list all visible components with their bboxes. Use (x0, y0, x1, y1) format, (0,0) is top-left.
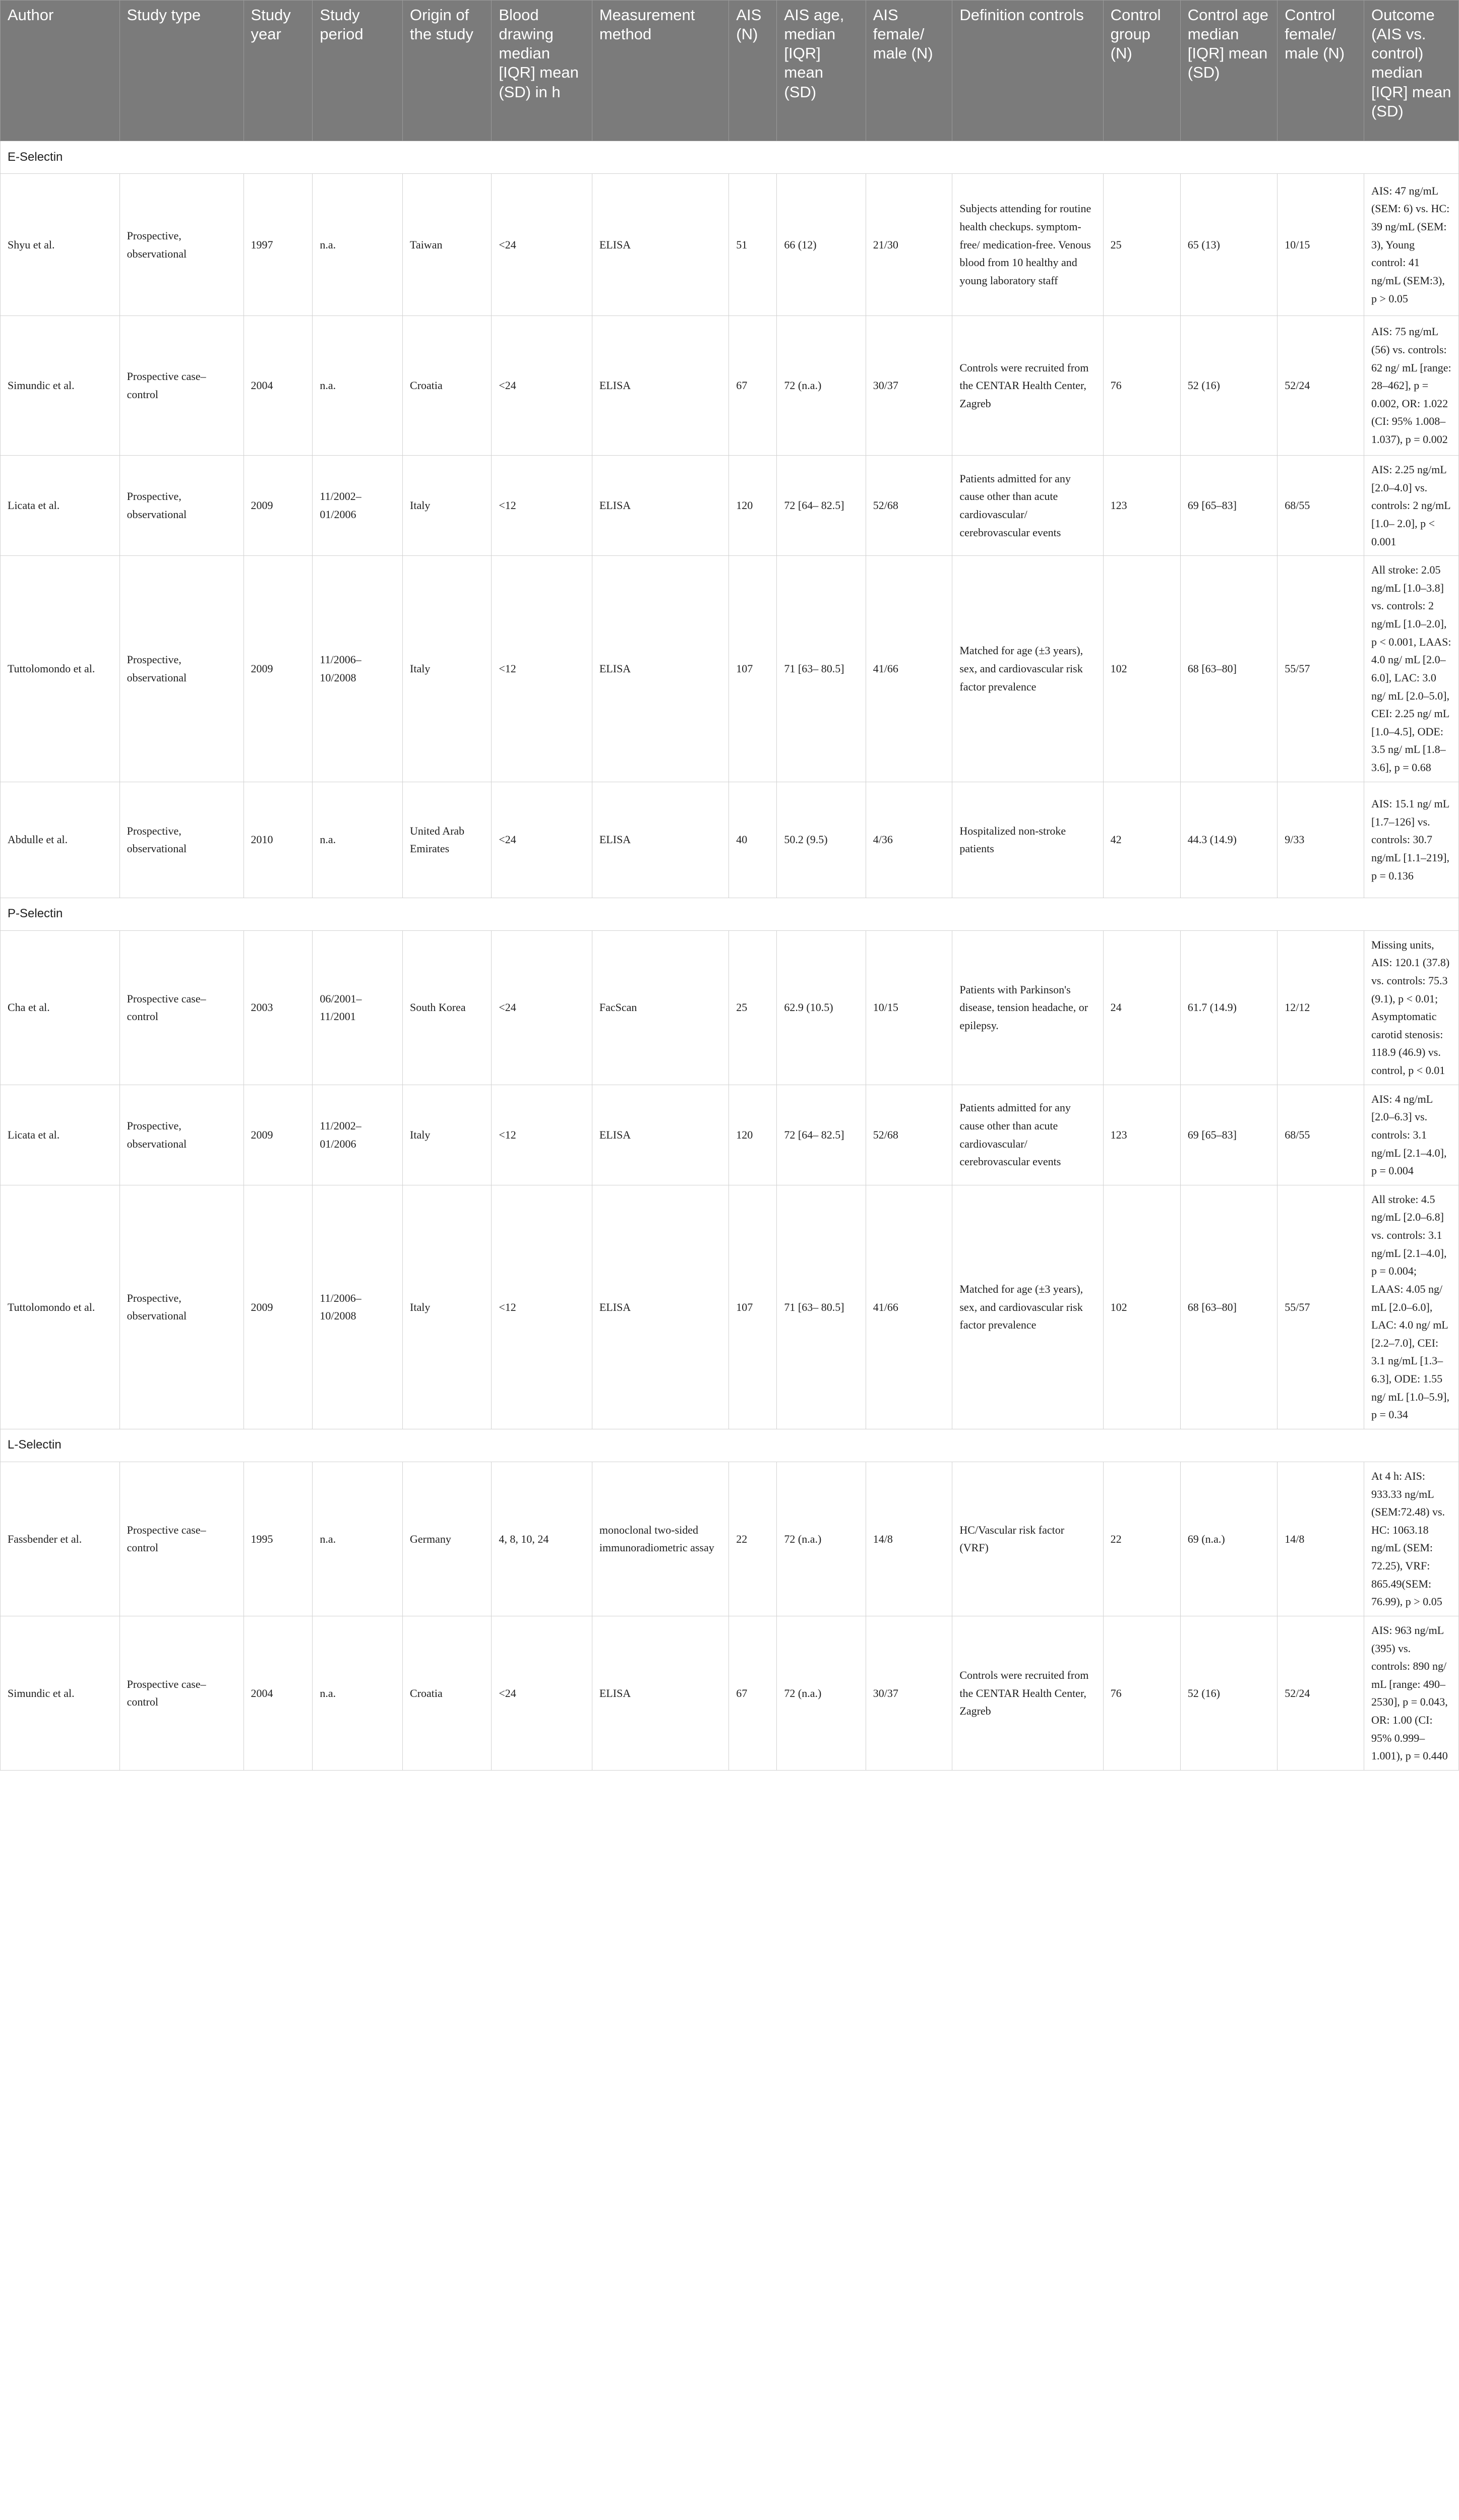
cell-outcome: Missing units, AIS: 120.1 (37.8) vs. controls: 75.3 (9.1), p < 0.01; Asymptomatic carotid stenosis: 118.9 (46.9) vs. control, p < 0.01 (1364, 930, 1458, 1085)
cell-definition-controls: Matched for age (±3 years), sex, and cardiovascular risk factor prevalence (952, 1185, 1103, 1429)
header-ais-n: AIS (N) (729, 1, 777, 141)
cell-ais-n: 107 (729, 556, 777, 782)
cell-control-age: 52 (16) (1180, 316, 1278, 456)
cell-ais-n: 107 (729, 1185, 777, 1429)
cell-ais-female-male: 30/37 (866, 316, 952, 456)
cell-control-age: 52 (16) (1180, 1616, 1278, 1770)
cell-study-type: Prospective, observational (119, 1085, 244, 1185)
cell-definition-controls: Hospitalized non-stroke patients (952, 782, 1103, 898)
cell-measurement-method: ELISA (592, 174, 728, 316)
cell-study-period: 11/2006– 10/2008 (313, 1185, 403, 1429)
cell-ais-age: 72 (n.a.) (777, 1616, 866, 1770)
cell-ais-age: 71 [63– 80.5] (777, 556, 866, 782)
cell-author: Fassbender et al. (1, 1462, 120, 1616)
cell-control-group: 25 (1103, 174, 1180, 316)
cell-definition-controls: Patients with Parkinson's disease, tension headache, or epilepsy. (952, 930, 1103, 1085)
cell-origin: Italy (403, 556, 492, 782)
cell-origin: Italy (403, 1185, 492, 1429)
cell-ais-female-male: 52/68 (866, 456, 952, 556)
cell-control-female-male: 52/24 (1278, 1616, 1364, 1770)
header-measurement-method: Measurement method (592, 1, 728, 141)
cell-study-period: 06/2001– 11/2001 (313, 930, 403, 1085)
cell-ais-female-male: 10/15 (866, 930, 952, 1085)
cell-control-female-male: 52/24 (1278, 316, 1364, 456)
cell-control-age: 68 [63–80] (1180, 556, 1278, 782)
cell-study-type: Prospective, observational (119, 456, 244, 556)
cell-definition-controls: Matched for age (±3 years), sex, and cardiovascular risk factor prevalence (952, 556, 1103, 782)
cell-origin: United Arab Emirates (403, 782, 492, 898)
cell-measurement-method: monoclonal two-sided immunoradiometric assay (592, 1462, 728, 1616)
header-study-type: Study type (119, 1, 244, 141)
cell-definition-controls: Subjects attending for routine health checkups. symptom-free/ medication-free. Venous blood from 10 healthy and young laboratory staff (952, 174, 1103, 316)
cell-author: Abdulle et al. (1, 782, 120, 898)
cell-study-year: 2004 (244, 316, 313, 456)
cell-blood-drawing: <12 (492, 1085, 592, 1185)
cell-origin: Italy (403, 456, 492, 556)
cell-outcome: AIS: 2.25 ng/mL [2.0–4.0] vs. controls: 2 ng/mL [1.0– 2.0], p < 0.001 (1364, 456, 1458, 556)
cell-outcome: AIS: 15.1 ng/ mL [1.7–126] vs. controls: 30.7 ng/mL [1.1–219], p = 0.136 (1364, 782, 1458, 898)
cell-measurement-method: ELISA (592, 1185, 728, 1429)
cell-ais-n: 67 (729, 1616, 777, 1770)
header-author: Author (1, 1, 120, 141)
cell-origin: Taiwan (403, 174, 492, 316)
cell-ais-female-male: 41/66 (866, 556, 952, 782)
cell-ais-female-male: 52/68 (866, 1085, 952, 1185)
cell-author: Licata et al. (1, 456, 120, 556)
cell-study-year: 2009 (244, 1185, 313, 1429)
cell-blood-drawing: 4, 8, 10, 24 (492, 1462, 592, 1616)
cell-definition-controls: Patients admitted for any cause other than acute cardiovascular/ cerebrovascular events (952, 1085, 1103, 1185)
cell-ais-female-male: 30/37 (866, 1616, 952, 1770)
cell-study-year: 1995 (244, 1462, 313, 1616)
cell-control-age: 69 [65–83] (1180, 1085, 1278, 1185)
header-control-female-male: Control female/ male (N) (1278, 1, 1364, 141)
cell-control-female-male: 14/8 (1278, 1462, 1364, 1616)
cell-origin: South Korea (403, 930, 492, 1085)
cell-control-female-male: 12/12 (1278, 930, 1364, 1085)
cell-ais-age: 72 [64– 82.5] (777, 1085, 866, 1185)
cell-study-period: n.a. (313, 782, 403, 898)
cell-study-year: 2004 (244, 1616, 313, 1770)
header-row (1, 1, 1459, 141)
cell-blood-drawing: <12 (492, 456, 592, 556)
section-title: L-Selectin (1, 1429, 1459, 1462)
cell-ais-n: 120 (729, 1085, 777, 1185)
cell-measurement-method: ELISA (592, 782, 728, 898)
cell-study-period: 11/2002– 01/2006 (313, 1085, 403, 1185)
table-body (1, 141, 1459, 1771)
table-row (1, 1085, 1459, 1185)
cell-outcome: All stroke: 4.5 ng/mL [2.0–6.8] vs. controls: 3.1 ng/mL [2.1–4.0], p = 0.004; LAAS: 4.05 ng/ mL [2.0–6.0], LAC: 4.0 ng/ mL [2.2–7.0], CEI: 3.1 ng/mL [1.3–6.3], ODE: 1.55 ng/ mL [1.0–5.9], p = 0.34 (1364, 1185, 1458, 1429)
cell-study-type: Prospective case–control (119, 316, 244, 456)
cell-author: Cha et al. (1, 930, 120, 1085)
cell-control-age: 44.3 (14.9) (1180, 782, 1278, 898)
cell-study-type: Prospective case–control (119, 930, 244, 1085)
cell-ais-n: 67 (729, 316, 777, 456)
cell-origin: Italy (403, 1085, 492, 1185)
cell-study-period: n.a. (313, 1616, 403, 1770)
cell-author: Shyu et al. (1, 174, 120, 316)
cell-measurement-method: ELISA (592, 316, 728, 456)
table-row (1, 782, 1459, 898)
header-ais-age: AIS age, median [IQR] mean (SD) (777, 1, 866, 141)
cell-author: Simundic et al. (1, 1616, 120, 1770)
cell-ais-age: 66 (12) (777, 174, 866, 316)
cell-control-group: 102 (1103, 1185, 1180, 1429)
cell-study-period: n.a. (313, 1462, 403, 1616)
section-title: P-Selectin (1, 898, 1459, 930)
cell-measurement-method: ELISA (592, 556, 728, 782)
cell-control-female-male: 68/55 (1278, 456, 1364, 556)
cell-blood-drawing: <24 (492, 1616, 592, 1770)
header-outcome: Outcome (AIS vs. control) median [IQR] mean (SD) (1364, 1, 1458, 141)
cell-study-type: Prospective, observational (119, 556, 244, 782)
section-title: E-Selectin (1, 141, 1459, 174)
cell-measurement-method: ELISA (592, 456, 728, 556)
cell-ais-age: 72 (n.a.) (777, 1462, 866, 1616)
cell-blood-drawing: <24 (492, 316, 592, 456)
cell-definition-controls: Controls were recruited from the CENTAR Health Center, Zagreb (952, 1616, 1103, 1770)
cell-definition-controls: HC/Vascular risk factor (VRF) (952, 1462, 1103, 1616)
cell-ais-female-male: 4/36 (866, 782, 952, 898)
cell-study-type: Prospective, observational (119, 782, 244, 898)
table-row (1, 316, 1459, 456)
cell-measurement-method: ELISA (592, 1085, 728, 1185)
cell-ais-n: 25 (729, 930, 777, 1085)
cell-study-year: 2009 (244, 456, 313, 556)
cell-outcome: At 4 h: AIS: 933.33 ng/mL (SEM:72.48) vs. HC: 1063.18 ng/mL (SEM: 72.25), VRF: 865.49(SEM: 76.99), p > 0.05 (1364, 1462, 1458, 1616)
cell-blood-drawing: <24 (492, 930, 592, 1085)
cell-blood-drawing: <12 (492, 556, 592, 782)
cell-control-group: 102 (1103, 556, 1180, 782)
cell-study-type: Prospective case–control (119, 1616, 244, 1770)
cell-study-year: 2010 (244, 782, 313, 898)
header-definition-controls: Definition controls (952, 1, 1103, 141)
header-ais-female-male: AIS female/ male (N) (866, 1, 952, 141)
section-row (1, 1429, 1459, 1462)
cell-control-group: 76 (1103, 1616, 1180, 1770)
cell-measurement-method: ELISA (592, 1616, 728, 1770)
cell-control-group: 76 (1103, 316, 1180, 456)
cell-origin: Croatia (403, 316, 492, 456)
table-row (1, 456, 1459, 556)
cell-study-year: 2003 (244, 930, 313, 1085)
cell-control-age: 61.7 (14.9) (1180, 930, 1278, 1085)
header-origin: Origin of the study (403, 1, 492, 141)
cell-control-group: 24 (1103, 930, 1180, 1085)
table-row (1, 1616, 1459, 1770)
cell-control-age: 69 [65–83] (1180, 456, 1278, 556)
cell-study-type: Prospective, observational (119, 174, 244, 316)
cell-ais-female-male: 21/30 (866, 174, 952, 316)
cell-study-year: 1997 (244, 174, 313, 316)
cell-measurement-method: FacScan (592, 930, 728, 1085)
cell-ais-age: 71 [63– 80.5] (777, 1185, 866, 1429)
table-row (1, 1462, 1459, 1616)
cell-outcome: AIS: 963 ng/mL (395) vs. controls: 890 ng/ mL [range: 490–2530], p = 0.043, OR: 1.00 (CI: 95% 0.999– 1.001), p = 0.440 (1364, 1616, 1458, 1770)
cell-outcome: AIS: 47 ng/mL (SEM: 6) vs. HC: 39 ng/mL (SEM: 3), Young control: 41 ng/mL (SEM:3), p > 0.05 (1364, 174, 1458, 316)
cell-ais-n: 120 (729, 456, 777, 556)
cell-ais-female-male: 14/8 (866, 1462, 952, 1616)
cell-ais-n: 40 (729, 782, 777, 898)
cell-ais-age: 72 [64– 82.5] (777, 456, 866, 556)
cell-blood-drawing: <12 (492, 1185, 592, 1429)
cell-ais-n: 51 (729, 174, 777, 316)
cell-definition-controls: Controls were recruited from the CENTAR Health Center, Zagreb (952, 316, 1103, 456)
cell-author: Licata et al. (1, 1085, 120, 1185)
cell-outcome: AIS: 75 ng/mL (56) vs. controls: 62 ng/ mL [range: 28–462], p = 0.002, OR: 1.022 (CI: 95% 1.008– 1.037), p = 0.002 (1364, 316, 1458, 456)
cell-ais-age: 50.2 (9.5) (777, 782, 866, 898)
cell-origin: Croatia (403, 1616, 492, 1770)
cell-outcome: All stroke: 2.05 ng/mL [1.0–3.8] vs. controls: 2 ng/mL [1.0–2.0], p < 0.001, LAAS: 4.0 ng/ mL [2.0–6.0], LAC: 3.0 ng/ mL [2.0–5.0], CEI: 2.25 ng/ mL [1.0–4.5], ODE: 3.5 ng/ mL [1.8–3.6], p = 0.68 (1364, 556, 1458, 782)
cell-study-period: n.a. (313, 174, 403, 316)
cell-control-group: 22 (1103, 1462, 1180, 1616)
cell-control-female-male: 55/57 (1278, 1185, 1364, 1429)
cell-control-group: 42 (1103, 782, 1180, 898)
cell-ais-age: 62.9 (10.5) (777, 930, 866, 1085)
cell-blood-drawing: <24 (492, 782, 592, 898)
table-row (1, 556, 1459, 782)
cell-ais-female-male: 41/66 (866, 1185, 952, 1429)
cell-control-age: 65 (13) (1180, 174, 1278, 316)
table-row (1, 174, 1459, 316)
cell-study-period: 11/2002– 01/2006 (313, 456, 403, 556)
table-row (1, 930, 1459, 1085)
cell-control-age: 69 (n.a.) (1180, 1462, 1278, 1616)
section-row (1, 898, 1459, 930)
section-row (1, 141, 1459, 174)
cell-control-female-male: 55/57 (1278, 556, 1364, 782)
header-study-period: Study period (313, 1, 403, 141)
cell-author: Tuttolomondo et al. (1, 556, 120, 782)
header-control-age: Control age median [IQR] mean (SD) (1180, 1, 1278, 141)
cell-study-period: 11/2006– 10/2008 (313, 556, 403, 782)
cell-control-female-male: 68/55 (1278, 1085, 1364, 1185)
table-row (1, 1185, 1459, 1429)
header-study-year: Study year (244, 1, 313, 141)
cell-study-type: Prospective case–control (119, 1462, 244, 1616)
cell-author: Simundic et al. (1, 316, 120, 456)
header-blood-drawing: Blood drawing median [IQR] mean (SD) in h (492, 1, 592, 141)
cell-control-age: 68 [63–80] (1180, 1185, 1278, 1429)
header-control-group: Control group (N) (1103, 1, 1180, 141)
cell-ais-age: 72 (n.a.) (777, 316, 866, 456)
cell-study-year: 2009 (244, 1085, 313, 1185)
cell-author: Tuttolomondo et al. (1, 1185, 120, 1429)
cell-control-female-male: 9/33 (1278, 782, 1364, 898)
cell-control-female-male: 10/15 (1278, 174, 1364, 316)
cell-control-group: 123 (1103, 1085, 1180, 1185)
cell-definition-controls: Patients admitted for any cause other than acute cardiovascular/ cerebrovascular events (952, 456, 1103, 556)
cell-study-type: Prospective, observational (119, 1185, 244, 1429)
cell-study-year: 2009 (244, 556, 313, 782)
cell-study-period: n.a. (313, 316, 403, 456)
cell-origin: Germany (403, 1462, 492, 1616)
cell-control-group: 123 (1103, 456, 1180, 556)
cell-outcome: AIS: 4 ng/mL [2.0–6.3] vs. controls: 3.1 ng/mL [2.1–4.0], p = 0.004 (1364, 1085, 1458, 1185)
cell-blood-drawing: <24 (492, 174, 592, 316)
cell-ais-n: 22 (729, 1462, 777, 1616)
